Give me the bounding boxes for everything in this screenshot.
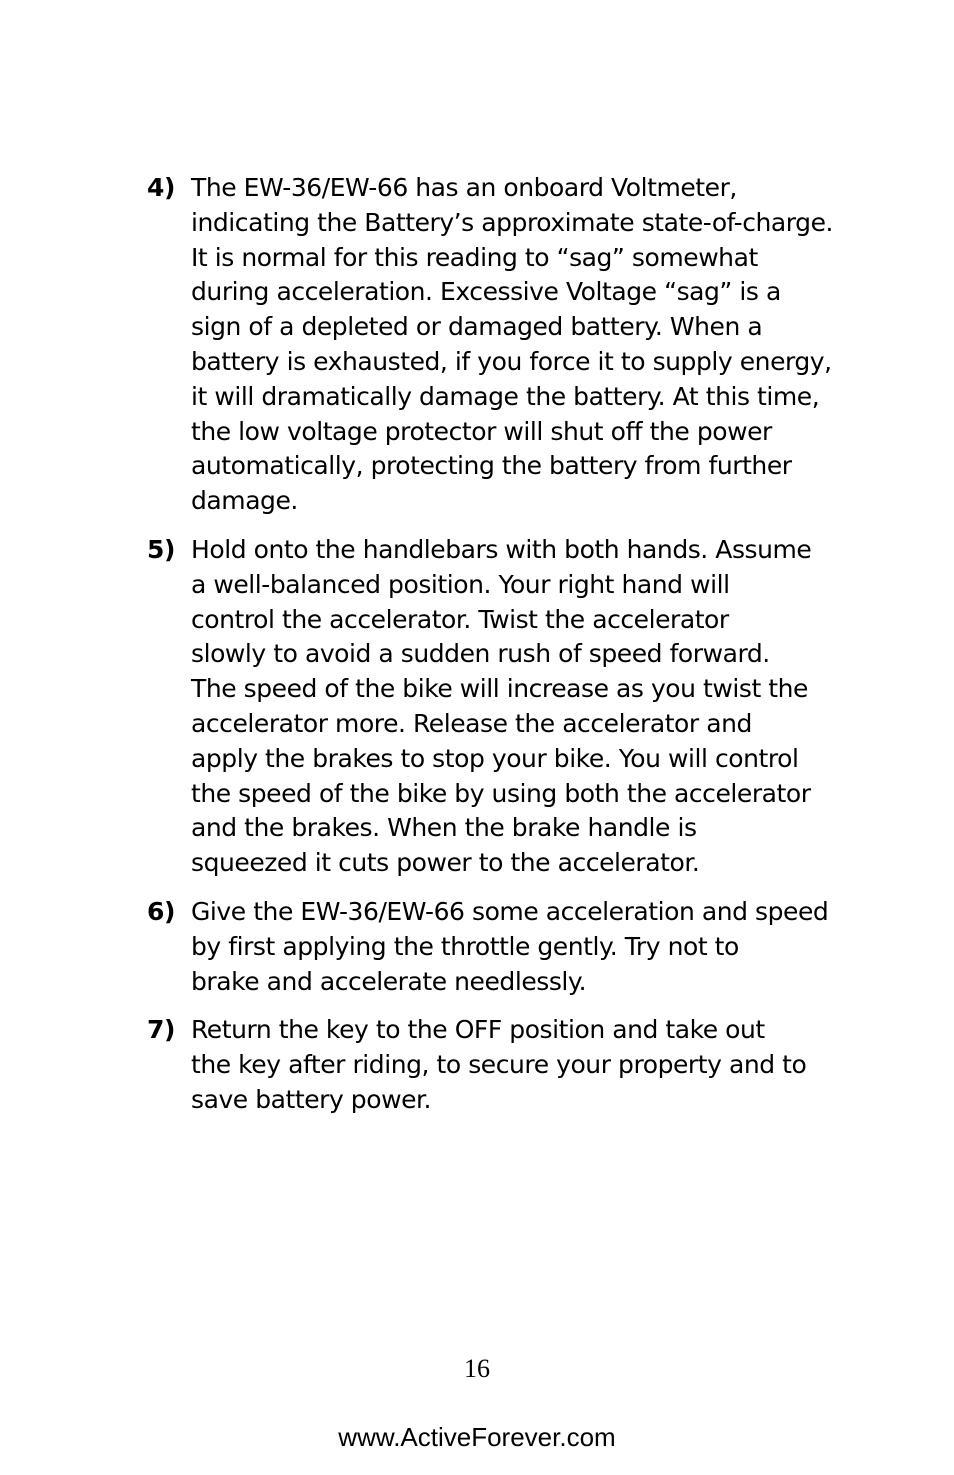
item-number: 5): [147, 534, 175, 564]
list-item: [147, 171, 872, 519]
list-item: [147, 533, 872, 881]
item-text: Give the EW-36/EW-66 some acceleration and speed by first applying the throttle gently. Try not to brake and accelerate needlessly.: [191, 896, 829, 996]
item-number: 7): [147, 1015, 175, 1045]
item-text: Return the key to the OFF position and take out the key after riding, to secure your property and to save battery power.: [191, 1015, 807, 1114]
list-item: [147, 1013, 872, 1117]
list-item: [147, 895, 872, 999]
instruction-list: [147, 171, 872, 1132]
item-text: The EW-36/EW-66 has an onboard Voltmeter, indicating the Battery’s approximate state-of-charge. It is normal for this reading to “sag” somewhat during acceleration. Excessive Voltage “sag” is a sign of a depleted or damaged battery. When a battery is exhausted, if you force it to supply energy, it will dramatically damage the battery. At this time, the low voltage protector will shut off the power automatically, protecting the battery from further damage.: [191, 173, 834, 516]
item-number: 6): [147, 896, 175, 926]
item-number: 4): [147, 173, 175, 202]
page-number: 16: [464, 1354, 490, 1383]
footer-url: www.ActiveForever.com: [338, 1422, 616, 1452]
item-text: Hold onto the handlebars with both hands. Assume a well-balanced position. Your right hand will control the accelerator. Twist the accelerator slowly to avoid a sudden rush of speed forward. The speed of the bike will increase as you twist the accelerator more. Release the accelerator and apply the brakes to stop your bike. You will control the speed of the bike by using both the accelerator and the brakes. When the brake handle is squeezed it cuts power to the accelerator.: [191, 534, 812, 878]
